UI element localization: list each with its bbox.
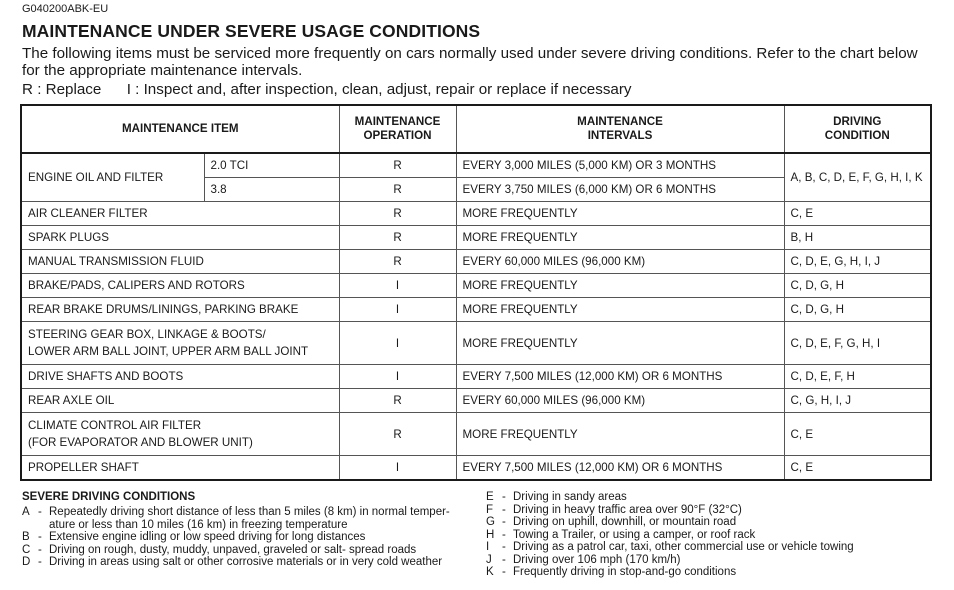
list-item: G - Driving on uphill, downhill, or mountain road — [486, 516, 946, 529]
condition-text: Driving on uphill, downhill, or mountain road — [513, 516, 737, 528]
item-cell: REAR BRAKE DRUMS/LININGS, PARKING BRAKE — [21, 298, 339, 322]
condition-cell: C, G, H, I, J — [784, 389, 931, 413]
interval-cell: MORE FREQUENTLY — [456, 413, 784, 456]
condition-letter: D — [22, 556, 31, 568]
condition-letter: E — [486, 491, 494, 503]
page-title: MAINTENANCE UNDER SEVERE USAGE CONDITIONS — [22, 21, 481, 41]
list-item: K - Frequently driving in stop-and-go conditions — [486, 566, 946, 579]
list-item: E - Driving in sandy areas — [486, 491, 946, 504]
engine-oil-item: ENGINE OIL AND FILTER — [21, 153, 204, 202]
table-row — [21, 226, 931, 250]
header-maintenance-intervals: MAINTENANCE INTERVALS — [456, 105, 784, 153]
condition-cell: C, D, E, F, G, H, I — [784, 322, 931, 365]
interval-cell: MORE FREQUENTLY — [456, 322, 784, 365]
condition-letter: J — [486, 553, 492, 566]
operation-cell: R — [339, 413, 456, 456]
severe-conditions-title: SEVERE DRIVING CONDITIONS — [22, 491, 196, 503]
condition-text: Driving over 106 mph (170 km/h) — [513, 553, 681, 566]
condition-text: Driving in sandy areas — [513, 491, 627, 503]
interval-cell: MORE FREQUENTLY — [456, 274, 784, 298]
list-item: D - Driving in areas using salt or other corrosive materials or in very cold weather — [22, 556, 472, 569]
item-cell: PROPELLER SHAFT — [21, 456, 339, 481]
operation-cell: I — [339, 322, 456, 365]
operation-cell: I — [339, 298, 456, 322]
severe-conditions-list-left — [22, 506, 472, 569]
item-cell: CLIMATE CONTROL AIR FILTER (FOR EVAPORATOR AND BLOWER UNIT) — [21, 413, 339, 456]
operation-legend — [22, 81, 632, 99]
interval-cell: MORE FREQUENTLY — [456, 202, 784, 226]
item-cell: MANUAL TRANSMISSION FLUID — [21, 250, 339, 274]
engine-variant: 2.0 TCI — [204, 153, 339, 178]
condition-text: Driving in areas using salt or other corrosive materials or in very cold weather — [49, 556, 443, 568]
operation-cell: I — [339, 456, 456, 481]
list-item: F - Driving in heavy traffic area over 90°F (32°C) — [486, 504, 946, 517]
condition-letter: F — [486, 503, 494, 516]
item-cell: STEERING GEAR BOX, LINKAGE & BOOTS/ LOWER ARM BALL JOINT, UPPER ARM BALL JOINT — [21, 322, 339, 365]
list-item: H - Towing a Trailer, or using a camper, or roof rack — [486, 529, 946, 542]
item-cell: DRIVE SHAFTS AND BOOTS — [21, 365, 339, 389]
interval-cell: EVERY 3,000 MILES (5,000 KM) OR 3 MONTHS — [456, 153, 784, 178]
condition-cell: C, D, E, G, H, I, J — [784, 250, 931, 274]
header-driving-condition: DRIVING CONDITION — [784, 105, 931, 153]
interval-cell: EVERY 7,500 MILES (12,000 KM) OR 6 MONTHS — [456, 365, 784, 389]
operation-cell: I — [339, 365, 456, 389]
severe-conditions-list-right — [486, 491, 946, 579]
interval-cell: EVERY 60,000 MILES (96,000 KM) — [456, 389, 784, 413]
item-cell: AIR CLEANER FILTER — [21, 202, 339, 226]
interval-cell: MORE FREQUENTLY — [456, 226, 784, 250]
table-row — [21, 413, 931, 456]
operation-cell: R — [339, 250, 456, 274]
condition-cell: C, E — [784, 413, 931, 456]
condition-text: Towing a Trailer, or using a camper, or roof rack — [513, 528, 756, 541]
condition-text: Driving on rough, dusty, muddy, unpaved, graveled or salt- spread roads — [49, 543, 417, 556]
condition-cell: A, B, C, D, E, F, G, H, I, K — [784, 153, 931, 202]
operation-cell: R — [339, 153, 456, 178]
engine-variant: 3.8 — [204, 178, 339, 202]
condition-text: Driving as a patrol car, taxi, other commercial use or vehicle towing — [513, 541, 854, 553]
condition-cell: C, D, E, F, H — [784, 365, 931, 389]
list-item: C - Driving on rough, dusty, muddy, unpaved, graveled or salt- spread roads — [22, 544, 472, 557]
condition-text: Frequently driving in stop-and-go conditions — [513, 566, 737, 578]
table-header-row — [21, 105, 931, 153]
operation-cell: R — [339, 178, 456, 202]
condition-letter: I — [486, 541, 490, 553]
header-maintenance-item: MAINTENANCE ITEM — [21, 105, 339, 153]
interval-cell: EVERY 3,750 MILES (6,000 KM) OR 6 MONTHS — [456, 178, 784, 202]
operation-cell: I — [339, 274, 456, 298]
interval-cell: EVERY 60,000 MILES (96,000 KM) — [456, 250, 784, 274]
list-item: A - Repeatedly driving short distance of less than 5 miles (8 km) in normal temper- ature or less than 10 miles (16 km) in freezing temperature — [22, 506, 472, 531]
interval-cell: MORE FREQUENTLY — [456, 298, 784, 322]
list-item: J - Driving over 106 mph (170 km/h) — [486, 554, 946, 567]
table-row — [21, 298, 931, 322]
condition-text: Extensive engine idling or low speed driving for long distances — [49, 531, 366, 543]
table-row — [21, 456, 931, 481]
item-cell: SPARK PLUGS — [21, 226, 339, 250]
table-row — [21, 322, 931, 365]
table-row — [21, 153, 931, 178]
operation-cell: R — [339, 389, 456, 413]
document-code: G040200ABK-EU — [22, 3, 109, 15]
legend-replace: R : Replace — [22, 81, 102, 98]
item-cell: REAR AXLE OIL — [21, 389, 339, 413]
item-cell: BRAKE/PADS, CALIPERS AND ROTORS — [21, 274, 339, 298]
list-item: I - Driving as a patrol car, taxi, other commercial use or vehicle towing — [486, 541, 946, 554]
table-row — [21, 202, 931, 226]
condition-text: Driving in heavy traffic area over 90°F (32°C) — [513, 503, 742, 516]
legend-inspect: I : Inspect and, after inspection, clean, adjust, repair or replace if necessary — [126, 81, 632, 98]
intro-paragraph: The following items must be serviced more frequently on cars normally used under severe driving conditions. Refer to the chart below for the appropriate maintenance intervals. — [22, 45, 918, 79]
operation-cell: R — [339, 202, 456, 226]
table-row — [21, 389, 931, 413]
maintenance-table — [20, 104, 932, 481]
condition-cell: C, D, G, H — [784, 274, 931, 298]
condition-letter: A — [22, 506, 30, 518]
condition-text: Repeatedly driving short distance of less than 5 miles (8 km) in normal temper- ature or less than 10 miles (16 km) in freezing temperature — [49, 506, 450, 531]
list-item: B - Extensive engine idling or low speed driving for long distances — [22, 531, 472, 544]
condition-letter: G — [486, 516, 495, 528]
table-row — [21, 365, 931, 389]
table-row — [21, 250, 931, 274]
operation-cell: R — [339, 226, 456, 250]
table-row — [21, 274, 931, 298]
condition-letter: B — [22, 531, 30, 543]
condition-letter: K — [486, 566, 494, 578]
condition-cell: C, E — [784, 202, 931, 226]
header-maintenance-operation: MAINTENANCE OPERATION — [339, 105, 456, 153]
condition-cell: B, H — [784, 226, 931, 250]
condition-letter: H — [486, 528, 495, 541]
condition-cell: C, D, G, H — [784, 298, 931, 322]
condition-letter: C — [22, 543, 31, 556]
interval-cell: EVERY 7,500 MILES (12,000 KM) OR 6 MONTHS — [456, 456, 784, 481]
condition-cell: C, E — [784, 456, 931, 481]
